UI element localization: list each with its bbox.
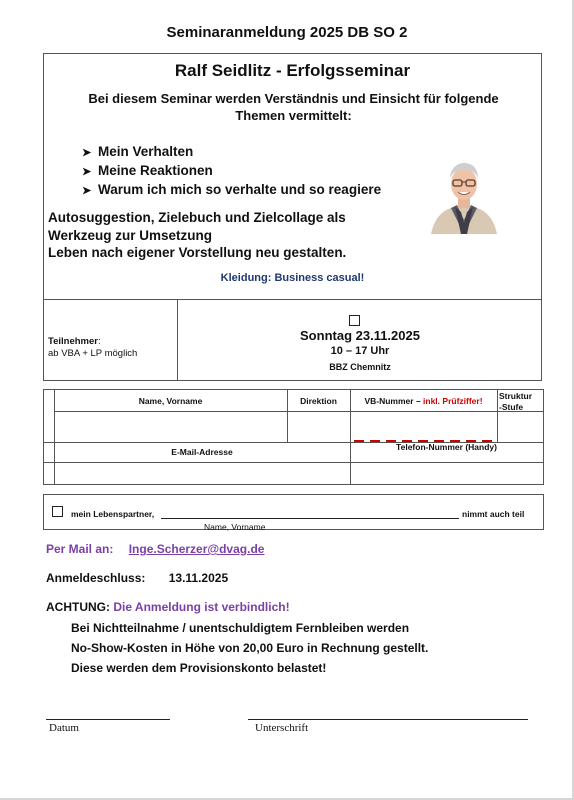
topic-text: Meine Reaktionen (98, 163, 213, 178)
deadline-label: Anmeldeschluss: (46, 571, 146, 585)
arrowhead-bullet-icon: ➤ (82, 166, 92, 178)
dress-code: Kleidung: Business casual! (220, 272, 365, 284)
topic-item (82, 143, 381, 162)
seminar-intro: Bei diesem Seminar werden Verständnis und Einsicht für folgende Themen vermittelt: (88, 91, 499, 123)
arrowhead-bullet-icon: ➤ (82, 185, 92, 197)
closing-line: Leben nach eigener Vorstellung neu gestalten. (48, 245, 347, 260)
arrowhead-bullet-icon: ➤ (82, 147, 92, 159)
registration-table (43, 389, 544, 485)
warning-row (46, 600, 290, 614)
session-box (43, 299, 542, 381)
signature-line[interactable] (248, 719, 528, 720)
partner-name-label: Name, Vorname (204, 522, 266, 532)
session-location: BBZ Chemnitz (329, 362, 391, 372)
partner-box (43, 494, 544, 530)
name-input-cell[interactable] (55, 412, 286, 442)
topic-text: Warum ich mich so verhalte und so reagiere (98, 182, 382, 197)
partner-name-line[interactable] (161, 518, 459, 519)
mail-row (46, 542, 264, 556)
col-header-direction: Direktion (300, 396, 337, 406)
structure-label: Struktur (499, 391, 533, 401)
partner-prefix: mein Lebenspartner, (71, 509, 155, 519)
email-input-cell[interactable] (55, 463, 349, 484)
topic-text: Mein Verhalten (98, 144, 194, 159)
warning-line: Bei Nichtteilnahme / unentschuldigtem Fernbleiben werden (71, 621, 410, 635)
partner-suffix: nimmt auch teil (462, 509, 525, 519)
checkbox-icon[interactable] (349, 315, 360, 326)
date-label: Datum (49, 722, 79, 734)
deadline-date: 13.11.2025 (168, 571, 229, 585)
signature-label: Unterschrift (255, 722, 309, 734)
col-header-name: Name, Vorname (138, 396, 203, 406)
participant-label: Teilnehmer: ab VBA + LP möglich (48, 336, 138, 359)
date-signature-line[interactable] (46, 719, 170, 720)
col-header-structure (499, 391, 543, 413)
warning-details (71, 618, 428, 678)
phone-input-cell[interactable] (351, 463, 543, 484)
mail-link[interactable]: Inge.Scherzer@dvag.de (128, 542, 265, 556)
deadline-row (46, 571, 228, 585)
structure-label-2: -Stufe (499, 402, 524, 412)
warning-label: ACHTUNG: (46, 600, 110, 614)
warning-line: Diese werden dem Provisionskonto belastet! (71, 661, 327, 675)
page-title: Seminaranmeldung 2025 DB SO 2 (166, 24, 408, 41)
col-header-email: E-Mail-Adresse (171, 447, 233, 457)
warning-highlight: Die Anmeldung ist verbindlich! (113, 600, 290, 614)
topic-item (82, 181, 381, 200)
vb-number-label: VB-Nummer (364, 396, 414, 406)
session-date: Sonntag 23.11.2025 (300, 328, 420, 343)
seminar-closing (48, 209, 346, 262)
direction-input-cell[interactable] (288, 412, 349, 442)
closing-line: Werkzeug zur Umsetzung (48, 227, 213, 243)
participant-label-text: Teilnehmer (48, 336, 98, 347)
closing-line: Autosuggestion, Zielebuch und Zielcollage als (48, 210, 346, 225)
topic-item (82, 162, 381, 181)
col-header-phone: Telefon-Nummer (Handy) (396, 442, 497, 452)
topic-list (82, 143, 381, 200)
structure-input-cell[interactable] (498, 412, 543, 442)
seminar-info-box (43, 53, 542, 300)
participant-note: ab VBA + LP möglich (48, 348, 138, 359)
checkbox-icon[interactable] (52, 506, 63, 517)
vb-number-note: inkl. Prüfziffer! (423, 396, 483, 406)
session-info (178, 327, 542, 374)
mail-label: Per Mail an: (46, 542, 114, 556)
warning-line: No-Show-Kosten in Höhe von 20,00 Euro in Rechnung gestellt. (71, 641, 429, 655)
session-time: 10 – 17 Uhr (330, 345, 390, 357)
col-header-vb-number: VB-Nummer – inkl. Prüfziffer! (364, 396, 483, 406)
vb-number-input-cell[interactable] (351, 412, 496, 442)
seminar-title: Ralf Seidlitz - Erfolgsseminar (174, 61, 411, 80)
speaker-portrait (427, 150, 501, 234)
